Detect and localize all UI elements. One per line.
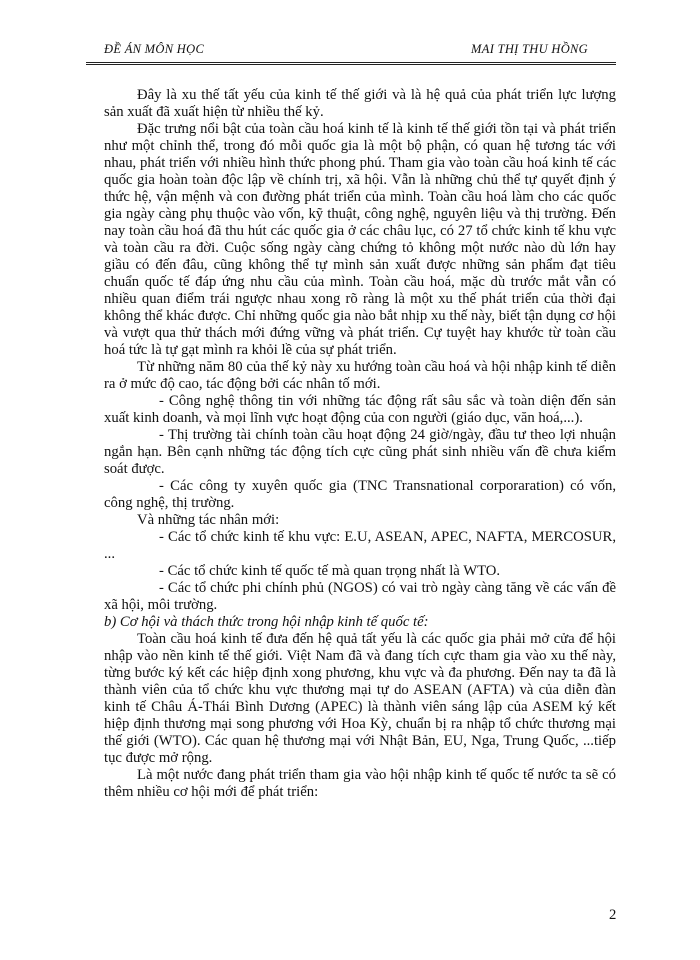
list-item-tnc: - Các công ty xuyên quốc gia (TNC Transnational corporaration) có vốn, công nghệ, thị trường. [104,478,616,511]
list-item-it: - Công nghệ thông tin với những tác động rất sâu sắc và toàn diện đến sản xuất kinh doanh, và mọi lĩnh vực hoạt động của con người (giáo dục, văn hoá,...). [104,393,616,426]
list-item-ngos: - Các tổ chức phi chính phủ (NGOS) có vai trò ngày càng tăng về các vấn đề xã hội, môi trường. [104,580,616,613]
paragraph-opportunities: Là một nước đang phát triển tham gia vào hội nhập kinh tế quốc tế nước ta sẽ có thêm nhiều cơ hội mới để phát triển: [104,767,616,800]
paragraph-trend-80s: Từ những năm 80 của thế kỷ này xu hướng toàn cầu hoá và hội nhập kinh tế diễn ra ở mức độ cao, tác động bởi các nhân tố mới. [104,359,616,392]
paragraph-characteristics: Đặc trưng nổi bật của toàn cầu hoá kinh tế là kinh tế thế giới tồn tại và phát triển như một chỉnh thể, trong đó mỗi quốc gia là một bộ phận, có quan hệ tương tác với nhau, phát triển với nhiều hình thức phong phú. Tham gia vào toàn cầu hoá kinh tế các quốc gia hoàn toàn độc lập về chính trị, xã hội. Vẫn là những chủ thể tự quyết định ý thức hệ, vận mệnh và con đường phát triển của mình. Toàn cầu hoá làm cho các quốc gia ngày càng phụ thuộc vào vốn, kỹ thuật, công nghệ, nguyên liệu và thị trường. Đến nay toàn cầu hoá đã thu hút các quốc gia ở các châu lục, có 27 tổ chức kinh tế khu vực và toàn cầu ra đời. Cuộc sống ngày càng chứng tỏ không một nước nào dù lớn hay giầu có đến đâu, cũng không thể tự mình sản xuất được những sản phẩm đạt tiêu chuẩn quốc tế đáp ứng nhu cầu của mình. Toàn cầu hoá, mặc dù trước mắt vẫn có nhiều quan điểm trái ngược nhau xong rõ ràng là một xu thế phát triển của thời đại không thể khác được. Chỉ những quốc gia nào bắt nhịp xu thế này, biết tận dụng cơ hội và vượt qua thử thách mới đứng vững và phát triển. Cự tuyệt hay khước từ toàn cầu hoá tức là tự gạt mình ra khỏi lề của sự phát triển. [104,121,616,358]
header-course-title: ĐỀ ÁN MÔN HỌC [104,42,205,56]
paragraph-new-actors: Và những tác nhân mới: [137,512,280,528]
page-header [86,40,616,65]
section-heading: b) Cơ hội và thách thức trong hội nhập kinh tế quốc tế: [104,614,429,630]
page-number: 2 [609,907,617,923]
header-author-name: MAI THỊ THU HỒNG [471,42,588,56]
list-item-finance: - Thị trường tài chính toàn cầu hoạt động 24 giờ/ngày, đầu tư theo lợi nhuận ngắn hạn. Bên cạnh những tác động tích cực cũng phát sinh nhiều vấn đề chưa kiểm soát được. [104,427,616,477]
list-item-regional-orgs: - Các tổ chức kinh tế khu vực: E.U, ASEAN, APEC, NAFTA, MERCOSUR, ... [104,529,616,562]
paragraph-vietnam-integration: Toàn cầu hoá kinh tế đưa đến hệ quả tất yếu là các quốc gia phải mở cửa để hội nhập vào nền kinh tế thế giới. Việt Nam đã và đang tích cực tham gia vào xu thế này, từng bước ký kết các hiệp định xong phương, khu vực và đa phương. Đến nay ta đã là thành viên của tổ chức khu vực thương mại tự do ASEAN (AFTA) và của diễn đàn kinh tế Châu Á-Thái Bình Dương (APEC) là thành viên sáng lập của ASEM ký kết hiệp định thương mại song phương với Hoa Kỳ, chuẩn bị ra nhập tổ chức thương mại thế giới (WTO). Các quan hệ thương mại với Nhật Bản, EU, Nga, Trung Quốc, ...tiếp tục được mở rộng. [104,631,616,766]
list-item-wto: - Các tổ chức kinh tế quốc tế mà quan trọng nhất là WTO. [159,563,501,579]
document-body [104,87,616,801]
paragraph-intro: Đây là xu thế tất yếu của kinh tế thế giới và là hệ quả của phát triển lực lượng sản xuất đã xuất hiện từ nhiều thế kỷ. [104,87,616,120]
